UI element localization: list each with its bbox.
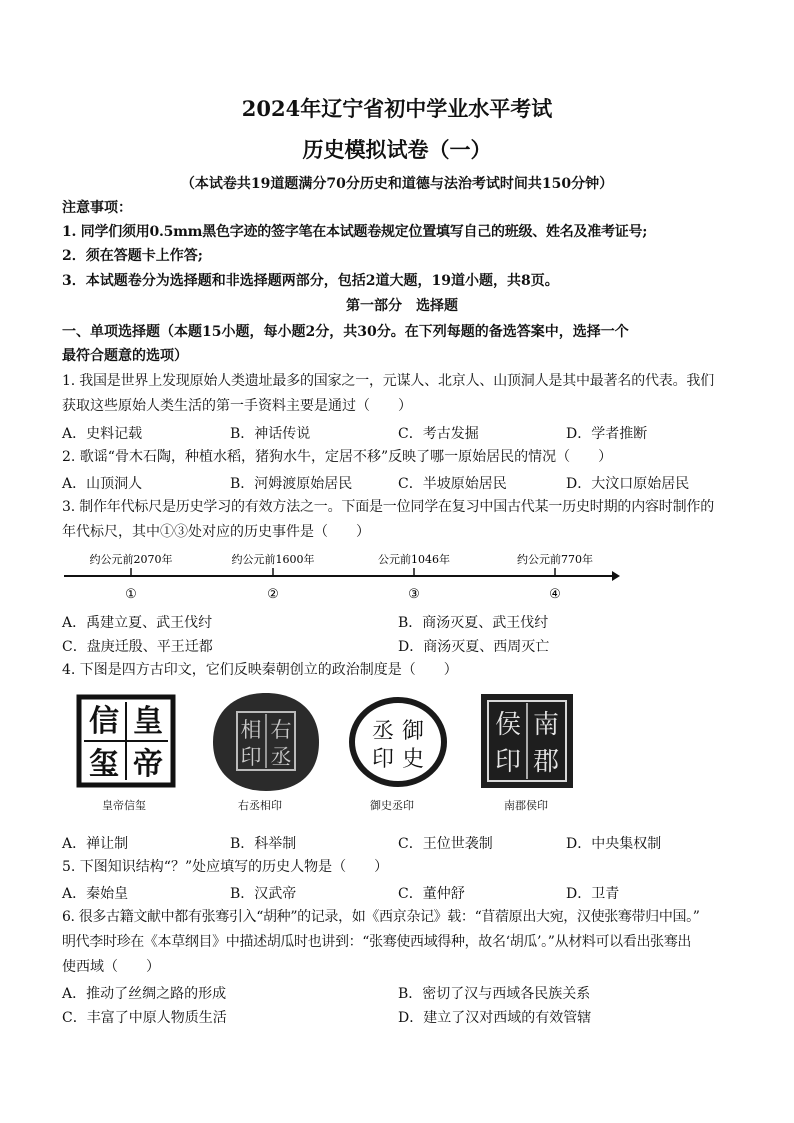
seal-2-glyph-1: 右 [270,718,292,742]
q2-option-d[interactable]: D．大汶口原始居民 [566,476,690,492]
seal-4-glyph-1: 南 [532,710,560,740]
q2-option-a[interactable]: A．山顶洞人 [62,476,143,492]
q6-option-b[interactable]: B．密切了汉与西域各民族关系 [398,986,591,1002]
exam-title: 2024年辽宁省初中学业水平考试 [241,96,553,121]
q1-options [62,423,742,443]
section-instruction-line1: 一、单项选择题（本题15小题，每小题2分，共30分。在下列每题的备选答案中，选择一个 [62,324,629,340]
seal-2-caption: 右丞相印 [238,799,282,812]
seal-3-glyph-4: 印 [371,747,395,772]
q6-stem-line1: 6. 很多古籍文献中都有张骞引入“胡种”的记录，如《西京杂记》载：“苜蓿原出大宛，汉使张骞带归中国。” [62,909,700,925]
seal-1-caption: 皇帝信玺 [102,799,146,812]
q5-options [62,883,742,903]
notice-item-3: 3．本试题卷分为选择题和非选择题两部分，包括2道大题，19道小题，共8页。 [62,273,559,289]
q6-option-a[interactable]: A．推动了丝绸之路的形成 [62,986,227,1002]
q3-options-row1 [62,612,742,632]
q1-option-a[interactable]: A．史料记载 [62,426,143,442]
notice-heading: 注意事项： [62,200,132,216]
q4-option-c[interactable]: C．王位世袭制 [398,836,493,852]
seal-1-glyph-4: 玺 [89,747,119,782]
seal-yushi-chengyin-image [347,694,449,788]
q2-option-b[interactable]: B．河姆渡原始居民 [230,476,353,492]
seal-4-caption: 南郡侯印 [504,799,548,812]
q3-option-a[interactable]: A．禹建立夏、武王伐纣 [62,615,213,631]
seal-3-glyph-3: 丞 [371,719,395,744]
q3-option-b[interactable]: B．商汤灭夏、武王伐纣 [398,615,549,631]
seal-2-glyph-4: 印 [240,745,262,769]
q3-options-row2 [62,636,742,656]
q6-option-d[interactable]: D．建立了汉对西域的有效管辖 [398,1010,592,1026]
seal-4-glyph-4: 印 [494,747,522,777]
timeline-arrow [612,571,620,581]
exam-subtitle: 历史模拟试卷（一） [302,137,492,162]
seal-2-glyph-3: 相 [240,718,262,742]
q6-stem-line2: 明代李时珍在《本草纲目》中描述胡瓜时也讲到：“张骞使西域得种，故名‘胡瓜’。”从材料可以看出张骞出 [62,934,692,950]
timeline-label-1: 约公元前2070年 [89,553,173,566]
q3-stem-line2: 年代标尺，其中①③处对应的历史事件是（ ） [62,524,370,540]
timeline-marker-1: ① [125,587,137,602]
q1-option-d[interactable]: D．学者推断 [566,426,648,442]
seal-2-glyph-2: 丞 [270,745,292,769]
timeline-label-3: 公元前1046年 [378,553,450,566]
q1-option-b[interactable]: B．神话传说 [230,426,311,442]
timeline-marker-4: ④ [549,587,561,602]
exam-note: （本试卷共19道题满分70分历史和道德与法治考试时间共150分钟） [180,176,614,192]
q1-stem-line2: 获取这些原始人类生活的第一手资料主要是通过（ ） [62,398,412,414]
q5-stem-line1: 5. 下图知识结构“？”处应填写的历史人物是（ ） [62,859,389,875]
seal-3-glyph-1: 御 [401,719,425,744]
q4-options [62,833,742,853]
timeline-marker-3: ③ [408,587,420,602]
section-instruction-line2: 最符合题意的选项） [62,348,188,364]
seal-1-glyph-3: 信 [89,704,119,739]
notice-item-2: 2．须在答题卡上作答; [62,248,203,264]
q6-options-row1 [62,983,742,1003]
seal-huangdi-xinxi-image [76,694,176,788]
timeline-marker-2: ② [267,587,279,602]
seal-you-chengxiang-image [210,690,322,794]
q4-stem-line1: 4. 下图是四方古印文，它们反映秦朝创立的政治制度是（ ） [62,662,458,678]
q4-option-b[interactable]: B．科举制 [230,836,297,852]
seal-1-glyph-1: 皇 [133,704,163,739]
q3-timeline [60,548,620,608]
q5-option-d[interactable]: D．卫青 [566,886,620,902]
notice-item-1: 1. 同学们须用0.5mm黑色字迹的签字笔在本试题卷规定位置填写自己的班级、姓名及准考证号; [62,224,648,240]
q2-option-c[interactable]: C．半坡原始居民 [398,476,507,492]
q4-option-a[interactable]: A．禅让制 [62,836,129,852]
q2-stem-line1: 2. 歌谣“骨木石陶，种植水稻，猪狗水牛，定居不移”反映了哪一原始居民的情况（ ） [62,449,613,465]
seal-1-glyph-2: 帝 [133,747,163,782]
q1-stem-line1: 1. 我国是世界上发现原始人类遗址最多的国家之一，元谋人、北京人、山顶洞人是其中最著名的代表。我们 [62,373,715,389]
q5-option-c[interactable]: C．董仲舒 [398,886,465,902]
seal-4-glyph-3: 侯 [494,710,522,740]
q3-option-d[interactable]: D．商汤灭夏、西周灭亡 [398,639,550,655]
q6-options-row2 [62,1007,742,1027]
q2-options [62,473,742,493]
q4-option-d[interactable]: D．中央集权制 [566,836,662,852]
seal-3-glyph-2: 史 [401,747,425,772]
q5-option-b[interactable]: B．汉武帝 [230,886,297,902]
q5-option-a[interactable]: A．秦始皇 [62,886,129,902]
timeline-label-4: 约公元前770年 [517,553,593,566]
q3-stem-line1: 3. 制作年代标尺是历史学习的有效方法之一。下面是一位同学在复习中国古代某一历史时期的内容时制作的 [62,499,715,515]
seal-3-caption: 御史丞印 [370,799,414,812]
q1-option-c[interactable]: C．考古发掘 [398,426,479,442]
seal-4-glyph-2: 郡 [532,747,560,777]
part-title: 第一部分 选择题 [346,298,458,314]
q3-option-c[interactable]: C．盘庚迁殷、平王迁都 [62,639,213,655]
q6-option-c[interactable]: C．丰富了中原人物质生活 [62,1010,227,1026]
timeline-label-2: 约公元前1600年 [231,553,315,566]
seal-nanjun-houyin-image [479,692,575,790]
q6-stem-line3: 使西域（ ） [62,959,160,975]
